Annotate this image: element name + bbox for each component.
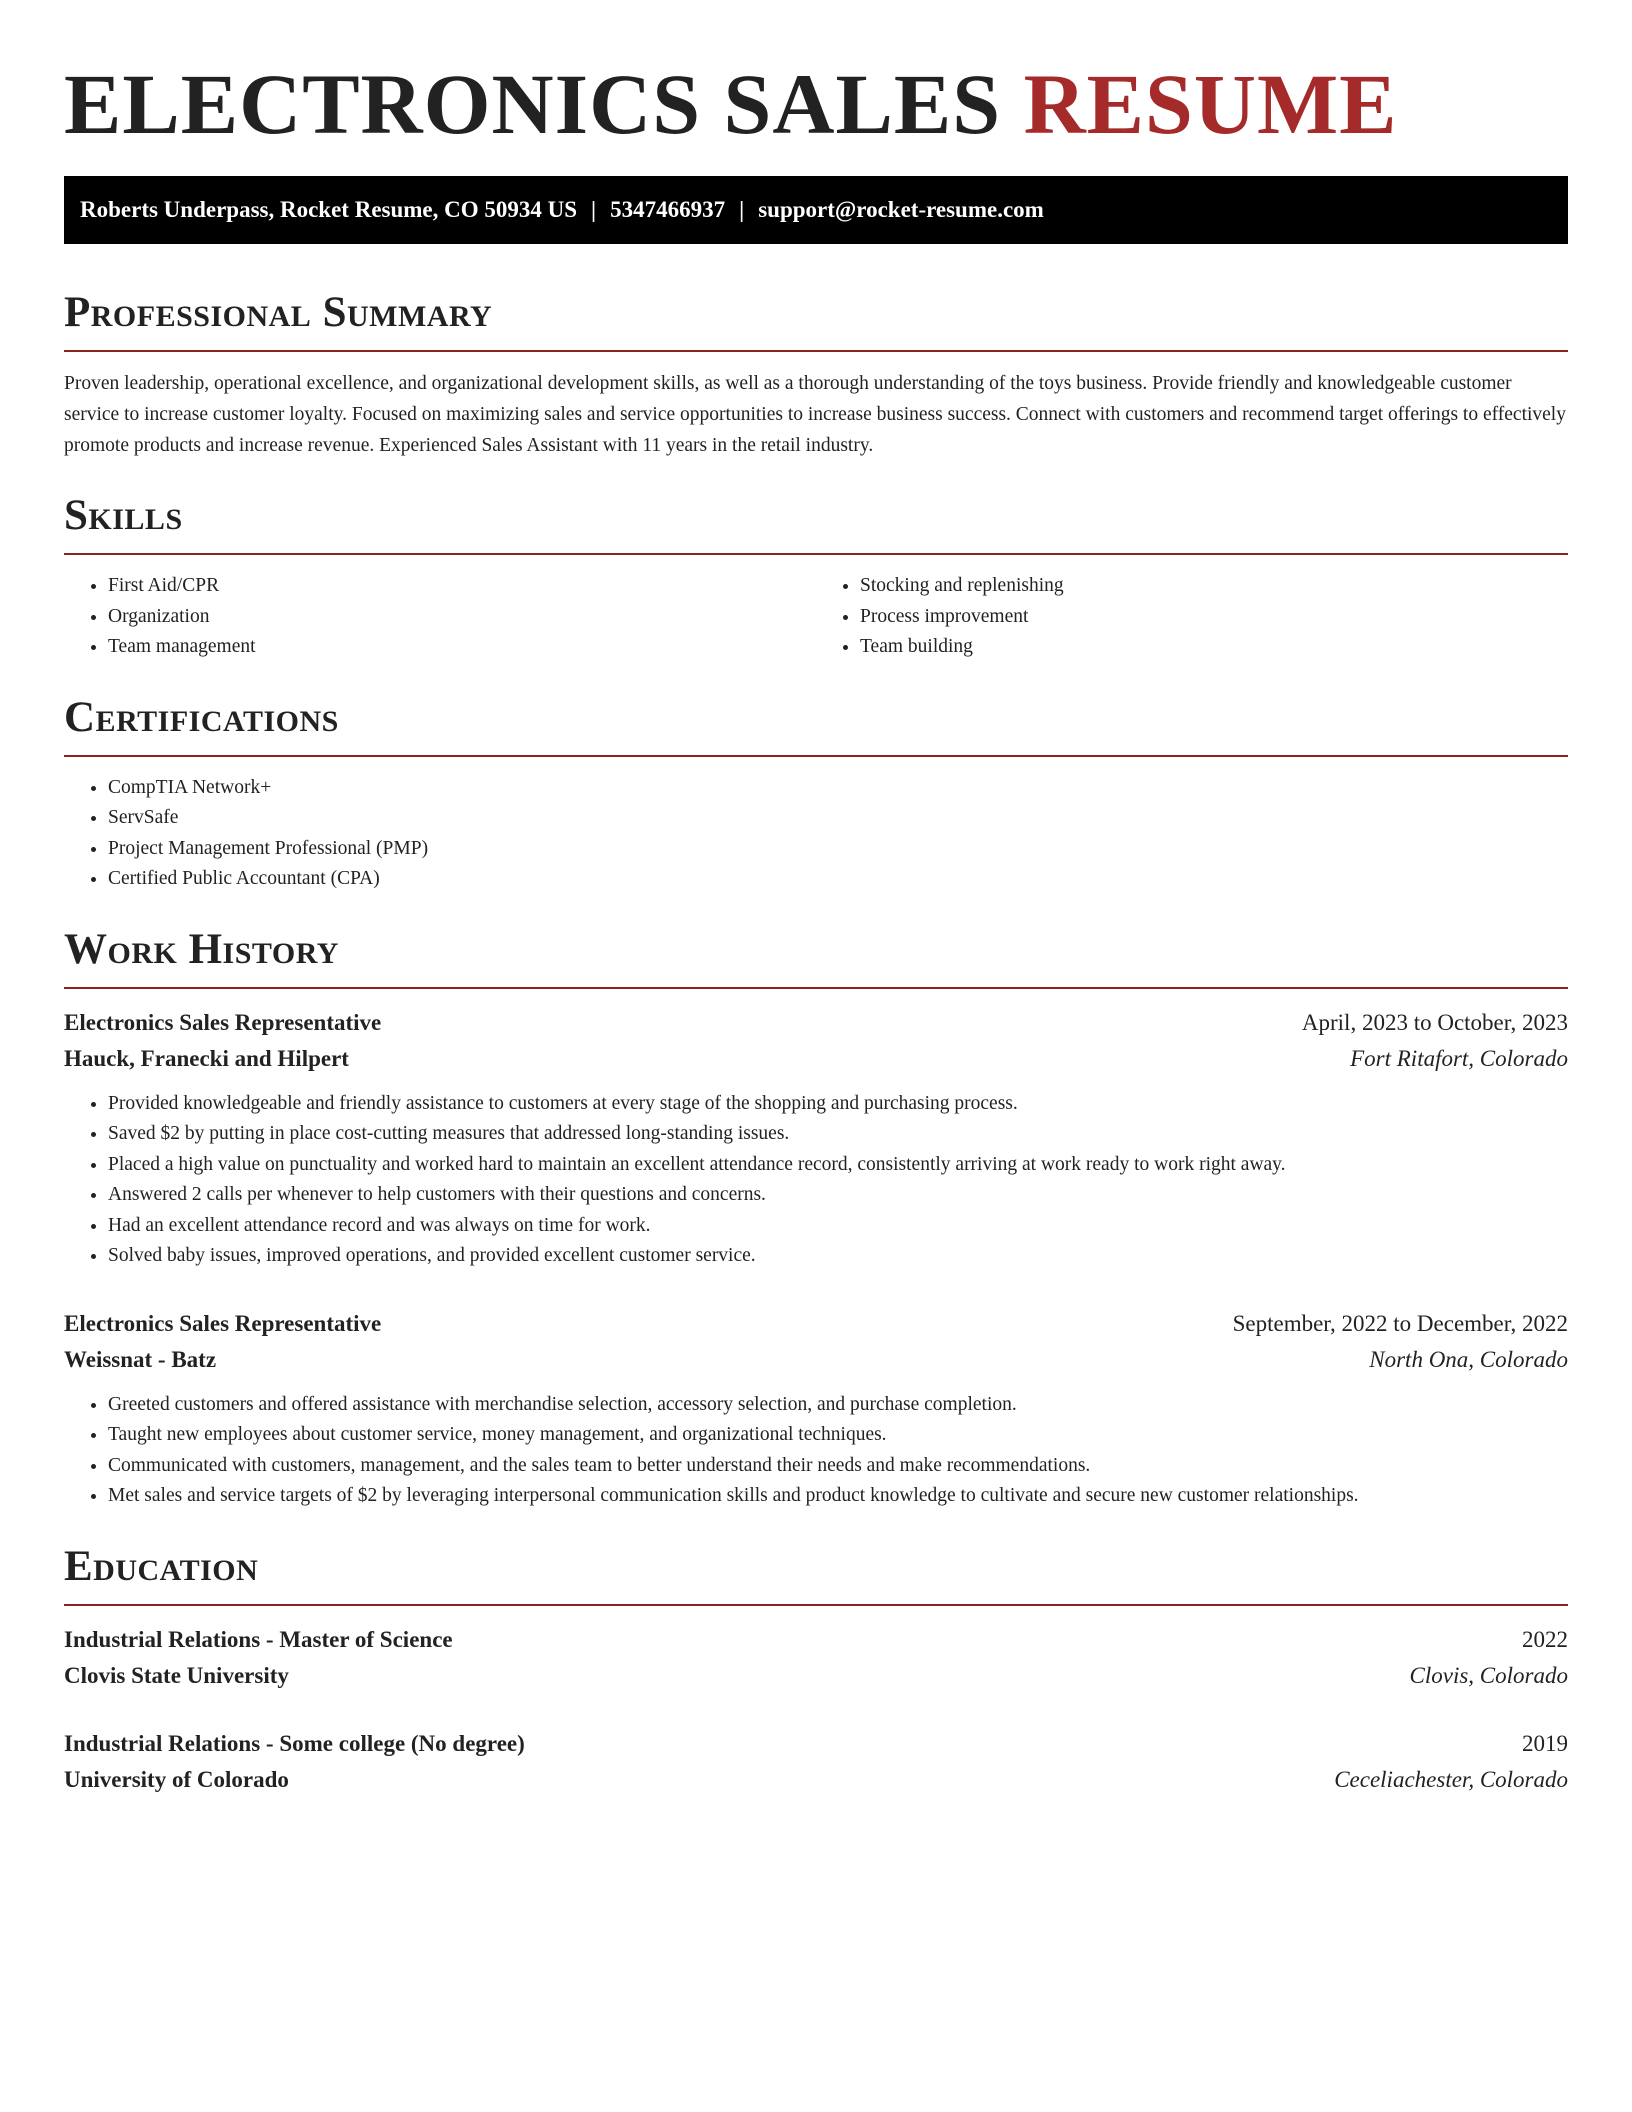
- section-heading-skills: Skills: [64, 492, 183, 539]
- education-school-row: [64, 1762, 1568, 1798]
- skill-item: • Stocking and replenishing: [860, 571, 1568, 602]
- job-bullet: • Placed a high value on punctuality and worked hard to maintain an excellent attendance record, consistently arriving at work ready to work right away.: [108, 1150, 1568, 1181]
- job-bullet: • Saved $2 by putting in place cost-cutting measures that addressed long-standing issues.: [108, 1119, 1568, 1150]
- job-header-row: [64, 1306, 1568, 1342]
- contact-separator: |: [591, 197, 597, 222]
- section-heading-summary: Professional Summary: [64, 289, 493, 336]
- education-degree: Industrial Relations - Master of Science: [64, 1626, 453, 1652]
- skill-item: • Team building: [860, 632, 1568, 663]
- job-dates: April, 2023 to October, 2023: [1301, 1009, 1568, 1035]
- job-entry: [64, 1005, 1568, 1272]
- skill-item: • Process improvement: [860, 602, 1568, 633]
- section-divider: [64, 350, 1568, 352]
- summary-text: Proven leadership, operational excellence, and organizational development skills, as well as a thorough understanding of the toys business. Provide friendly and knowledgeable customer service to increase customer loyalty. Focused on maximizing sales and service opportunities to increase business success. Connect with customers and recommend target offerings to effectively promote products and increase revenue. Experienced Sales Assistant with 11 years in the retail industry.: [64, 373, 1566, 456]
- education-school: University of Colorado: [64, 1766, 289, 1792]
- job-title: Electronics Sales Representative: [64, 1310, 382, 1336]
- job-header-row: [64, 1005, 1568, 1041]
- education-degree-row: [64, 1726, 1568, 1762]
- certifications-list: [64, 773, 1568, 895]
- job-entry: [64, 1306, 1568, 1512]
- certification-item: • CompTIA Network+: [108, 773, 1568, 804]
- skills-list-left: [64, 571, 816, 663]
- job-location: Fort Ritafort, Colorado: [1350, 1045, 1568, 1071]
- section-divider: [64, 755, 1568, 757]
- education-school: Clovis State University: [64, 1662, 289, 1688]
- education-location: Ceceliachester, Colorado: [1334, 1766, 1568, 1792]
- section-divider: [64, 1604, 1568, 1606]
- certification-item: • Certified Public Accountant (CPA): [108, 864, 1568, 895]
- professional-summary-section: [64, 288, 1568, 461]
- education-degree-row: [64, 1622, 1568, 1658]
- resume-title: [64, 54, 1568, 154]
- job-bullet: • Had an excellent attendance record and was always on time for work.: [108, 1211, 1568, 1242]
- education-entry: [64, 1726, 1568, 1798]
- skill-item: • Team management: [108, 632, 816, 663]
- contact-address: Roberts Underpass, Rocket Resume, CO 50934 US: [80, 197, 578, 222]
- education-year: 2022: [1522, 1626, 1568, 1652]
- skill-item: • First Aid/CPR: [108, 571, 816, 602]
- education-location: Clovis, Colorado: [1409, 1662, 1568, 1688]
- education-degree: Industrial Relations - Some college (No degree): [64, 1730, 525, 1756]
- education-school-row: [64, 1658, 1568, 1694]
- section-divider: [64, 553, 1568, 555]
- education-section: [64, 1542, 1568, 1798]
- job-location: North Ona, Colorado: [1369, 1346, 1568, 1372]
- education-entry: [64, 1622, 1568, 1694]
- job-bullet: • Greeted customers and offered assistance with merchandise selection, accessory selection, and purchase completion.: [108, 1390, 1568, 1421]
- job-bullet: • Solved baby issues, improved operations, and provided excellent customer service.: [108, 1241, 1568, 1272]
- job-bullet: • Provided knowledgeable and friendly assistance to customers at every stage of the shopping and purchasing process.: [108, 1089, 1568, 1120]
- job-dates: September, 2022 to December, 2022: [1232, 1310, 1568, 1336]
- certification-item: • Project Management Professional (PMP): [108, 834, 1568, 865]
- job-bullet: • Met sales and service targets of $2 by leveraging interpersonal communication skills and product knowledge to cultivate and secure new customer relationships.: [108, 1481, 1568, 1512]
- job-title: Electronics Sales Representative: [64, 1009, 382, 1035]
- contact-email[interactable]: support@rocket-resume.com: [758, 197, 1044, 222]
- contact-bar: [64, 176, 1568, 244]
- section-divider: [64, 987, 1568, 989]
- job-company-row: [64, 1041, 1568, 1077]
- resume-title-main: ELECTRONICS SALES: [64, 56, 1002, 152]
- job-bullet: • Taught new employees about customer service, money management, and organizational techniques.: [108, 1420, 1568, 1451]
- job-company: Weissnat - Batz: [64, 1346, 217, 1372]
- job-bullet: • Answered 2 calls per whenever to help customers with their questions and concerns.: [108, 1180, 1568, 1211]
- contact-phone[interactable]: 5347466937: [610, 197, 726, 222]
- job-bullets: [64, 1089, 1568, 1272]
- section-heading-certifications: Certifications: [64, 693, 339, 741]
- job-company: Hauck, Franecki and Hilpert: [64, 1045, 349, 1071]
- skills-grid: [64, 571, 1568, 663]
- certification-item: • ServSafe: [108, 803, 1568, 834]
- skill-item: • Organization: [108, 602, 816, 633]
- section-heading-work-history: Work History: [64, 925, 339, 973]
- job-bullets: [64, 1390, 1568, 1512]
- resume-title-accent: RESUME: [1023, 56, 1398, 152]
- contact-separator: |: [739, 197, 745, 222]
- education-year: 2019: [1522, 1730, 1568, 1756]
- skills-section: [64, 491, 1568, 663]
- work-history-section: [64, 925, 1568, 1512]
- job-company-row: [64, 1342, 1568, 1378]
- job-bullet: • Communicated with customers, management, and the sales team to better understand their needs and make recommendations.: [108, 1451, 1568, 1482]
- skills-list-right: [816, 571, 1568, 663]
- certifications-section: [64, 693, 1568, 895]
- section-heading-education: Education: [64, 1542, 259, 1590]
